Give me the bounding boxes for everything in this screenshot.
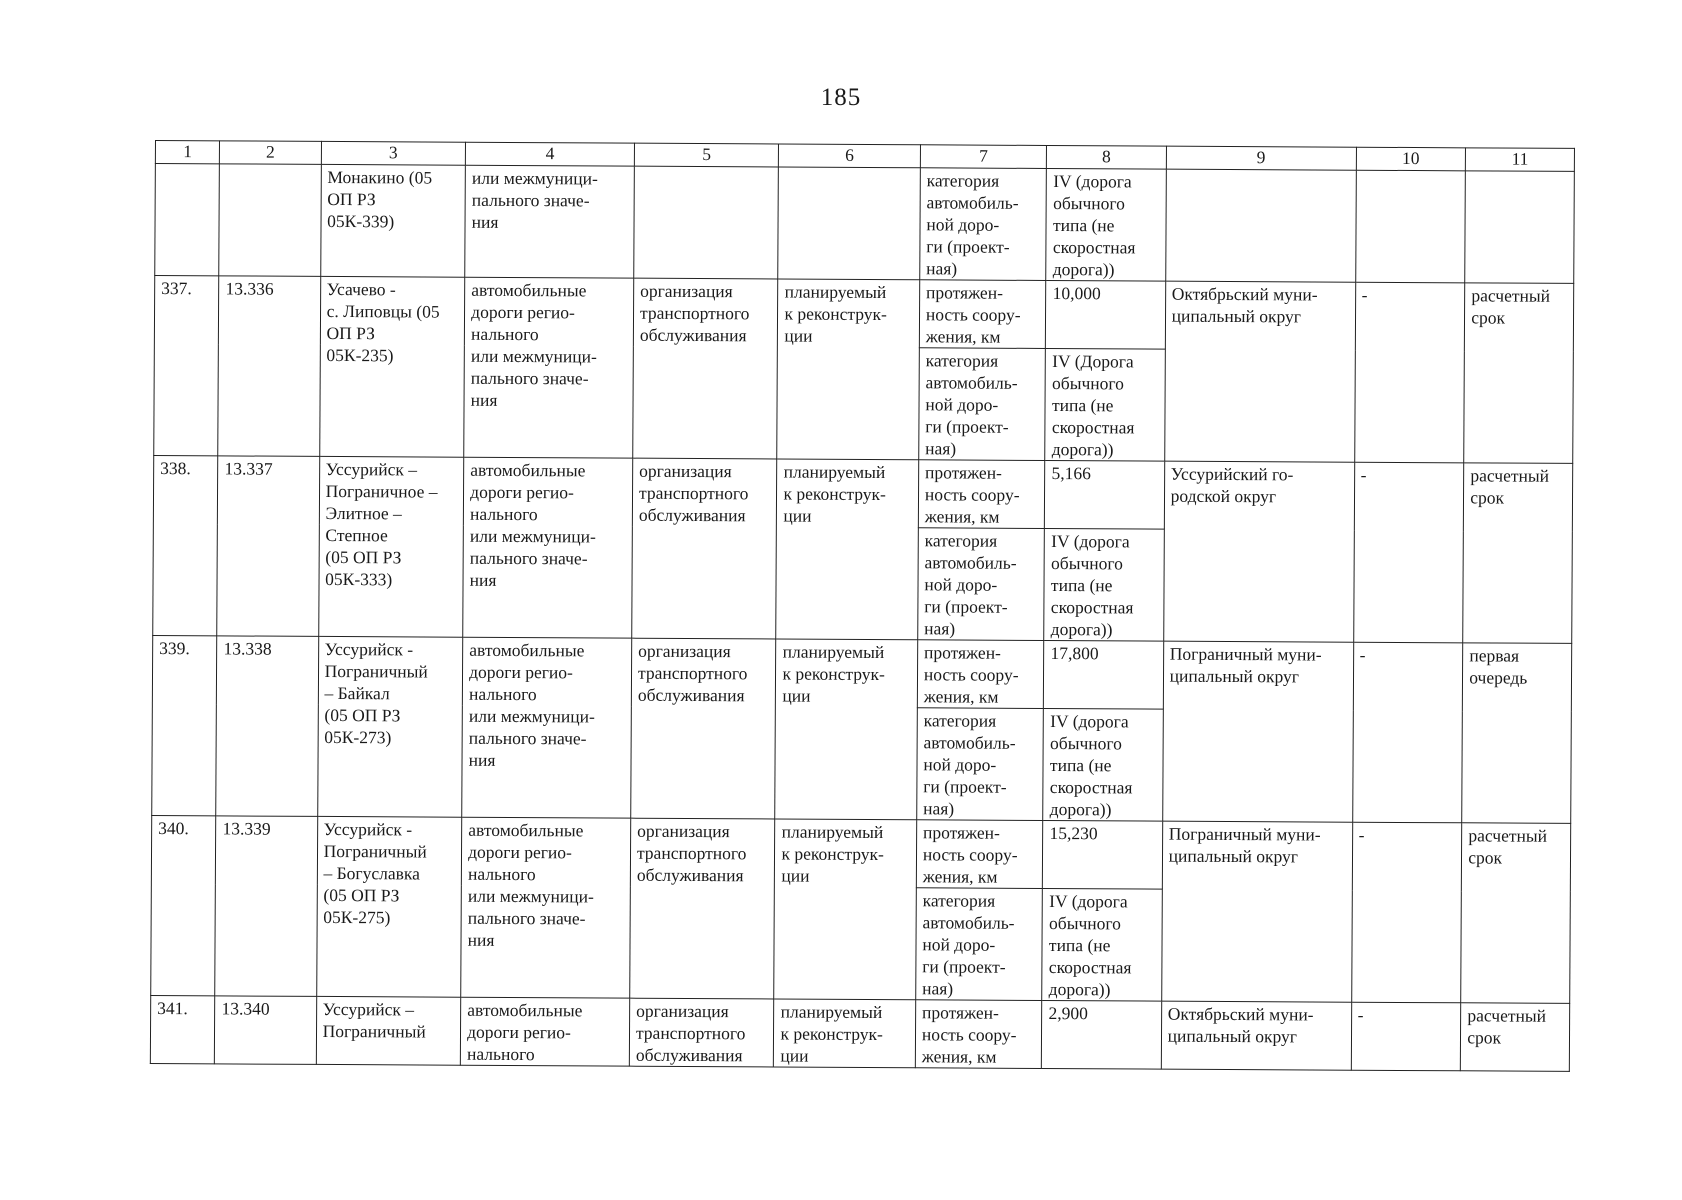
cell-purpose: организация транспортного обслуживания [630, 818, 776, 999]
cell-road-name: Уссурийск - Пограничный – Богуславка (05 ОП РЗ 05К-275) [316, 816, 462, 997]
cell-col10: - [1354, 282, 1465, 463]
cell-status: планируемый к реконструк- ции [774, 819, 916, 1000]
cell-value-length: 2,900 [1042, 1000, 1162, 1069]
cell-col10: - [1351, 822, 1462, 1003]
cell-term: расчетный срок [1461, 1003, 1570, 1072]
cell-code: 13.336 [218, 276, 320, 457]
column-header-7: 7 [920, 145, 1047, 169]
cell-purpose: организация транспортного обслуживания [632, 458, 778, 639]
column-header-4: 4 [466, 142, 635, 166]
cell-term: первая очередь [1462, 643, 1572, 824]
cell-param-category: категория автомобиль- ной доро- ги (проект- ная) [918, 528, 1045, 641]
cell-param-category: категория автомобиль- ной доро- ги (проект- ная) [917, 708, 1044, 821]
cell-code: 13.340 [215, 996, 317, 1065]
cell-status [778, 167, 920, 280]
road-table [150, 140, 1575, 1072]
cell-significance: автомобильные дороги регио- нального или межмуници- пального значе- ния [461, 817, 631, 998]
cell-significance: автомобильные дороги регио- нального или межмуници- пального значе- ния [464, 277, 634, 458]
cell-value-category: IV (дорога обычного типа (не скоростная дорога)) [1044, 528, 1164, 641]
cell-param-length: протяжен- ность соору- жения, км [916, 820, 1043, 889]
cell-significance: или межмуници- пального значе- ния [465, 165, 634, 278]
column-header-5: 5 [634, 143, 779, 167]
cell-term [1465, 171, 1574, 284]
table-row [150, 995, 1569, 1071]
cell-num: 341. [150, 995, 215, 1063]
cell-num: 337. [154, 276, 219, 456]
cell-term: расчетный срок [1464, 283, 1574, 464]
cell-purpose: организация транспортного обслуживания [629, 998, 774, 1067]
cell-status: планируемый к реконструк- ции [775, 639, 917, 820]
cell-location: Октябрьский муни- ципальный округ [1161, 1001, 1351, 1070]
cell-num: 340. [151, 815, 216, 995]
cell-param-length: протяжен- ность соору- жения, км [917, 640, 1044, 709]
cell-value: IV (дорога обычного типа (не скоростная дорога)) [1046, 168, 1166, 281]
cell-road-name: Монакино (05 ОП РЗ 05К-339) [320, 164, 465, 277]
cell-col10: - [1351, 1002, 1461, 1071]
table-row [152, 635, 1571, 711]
cell-value-length: 15,230 [1043, 820, 1163, 889]
cell-value-category: IV (дорога обычного типа (не скоростная дорога)) [1042, 888, 1162, 1001]
cell-param: категория автомобиль- ной доро- ги (проект- ная) [920, 168, 1047, 281]
cell-param-category: категория автомобиль- ной доро- ги (проект- ная) [916, 888, 1043, 1001]
cell-status: планируемый к реконструк- ции [777, 279, 919, 460]
continuation-row [155, 164, 1575, 284]
column-header-6: 6 [779, 144, 920, 168]
column-header-1: 1 [155, 141, 219, 164]
cell-param-length: протяжен- ность соору- жения, км [915, 1000, 1042, 1069]
cell-code: 13.339 [215, 816, 317, 997]
cell-value-length: 10,000 [1046, 280, 1166, 349]
cell-status: планируемый к реконструк- ции [776, 459, 918, 640]
cell-purpose [634, 166, 779, 279]
cell-param-length: протяжен- ность соору- жения, км [919, 280, 1046, 349]
table-row [153, 455, 1572, 531]
cell-term: расчетный срок [1461, 823, 1571, 1004]
cell-status: планируемый к реконструк- ции [774, 999, 916, 1068]
table-row [151, 815, 1570, 891]
cell-param-category: категория автомобиль- ной доро- ги (проект- ная) [919, 348, 1046, 461]
cell-num [155, 164, 220, 276]
cell-term: расчетный срок [1463, 463, 1573, 644]
column-header-2: 2 [220, 141, 321, 165]
cell-value-category: IV (дорога обычного типа (не скоростная дорога)) [1043, 708, 1163, 821]
cell-road-name: Уссурийск - Пограничный – Байкал (05 ОП РЗ 05К-273) [317, 636, 463, 817]
cell-col10 [1355, 170, 1465, 283]
cell-location: Уссурийский го- родской округ [1163, 461, 1354, 642]
column-header-8: 8 [1047, 145, 1166, 169]
column-header-3: 3 [321, 141, 466, 165]
cell-road-name: Уссурийск – Пограничный [316, 996, 461, 1065]
cell-param-length: протяжен- ность соору- жения, км [918, 460, 1045, 529]
cell-significance: автомобильные дороги регио- нального или межмуници- пального значе- ния [462, 637, 632, 818]
cell-num: 338. [153, 455, 218, 635]
column-header-11: 11 [1466, 148, 1575, 172]
cell-significance: автомобильные дороги регио- нального [460, 997, 629, 1066]
page-number: 185 [820, 84, 862, 111]
cell-significance: автомобильные дороги регио- нального или межмуници- пального значе- ния [463, 457, 633, 638]
column-header-9: 9 [1166, 146, 1356, 170]
cell-road-name: Уссурийск – Пограничное – Элитное – Степное (05 ОП РЗ 05К-333) [318, 456, 464, 637]
cell-location [1165, 169, 1356, 282]
cell-purpose: организация транспортного обслуживания [633, 278, 779, 459]
cell-value-length: 5,166 [1045, 460, 1165, 529]
cell-purpose: организация транспортного обслуживания [631, 638, 777, 819]
column-header-10: 10 [1356, 147, 1466, 171]
cell-code [219, 164, 321, 277]
cell-location: Пограничный муни- ципальный округ [1161, 821, 1352, 1002]
cell-value-length: 17,800 [1044, 640, 1164, 709]
cell-location: Пограничный муни- ципальный округ [1162, 641, 1353, 822]
table-row [154, 276, 1573, 352]
cell-code: 13.337 [217, 456, 319, 637]
cell-col10: - [1353, 462, 1464, 643]
cell-num: 339. [152, 635, 217, 815]
cell-value-category: IV (Дорога обычного типа (не скоростная дорога)) [1045, 348, 1165, 461]
cell-location: Октябрьский муни- ципальный округ [1164, 281, 1355, 462]
cell-road-name: Усачево - с. Липовцы (05 ОП РЗ 05К-235) [319, 276, 465, 457]
cell-code: 13.338 [216, 636, 318, 817]
cell-col10: - [1352, 642, 1463, 823]
